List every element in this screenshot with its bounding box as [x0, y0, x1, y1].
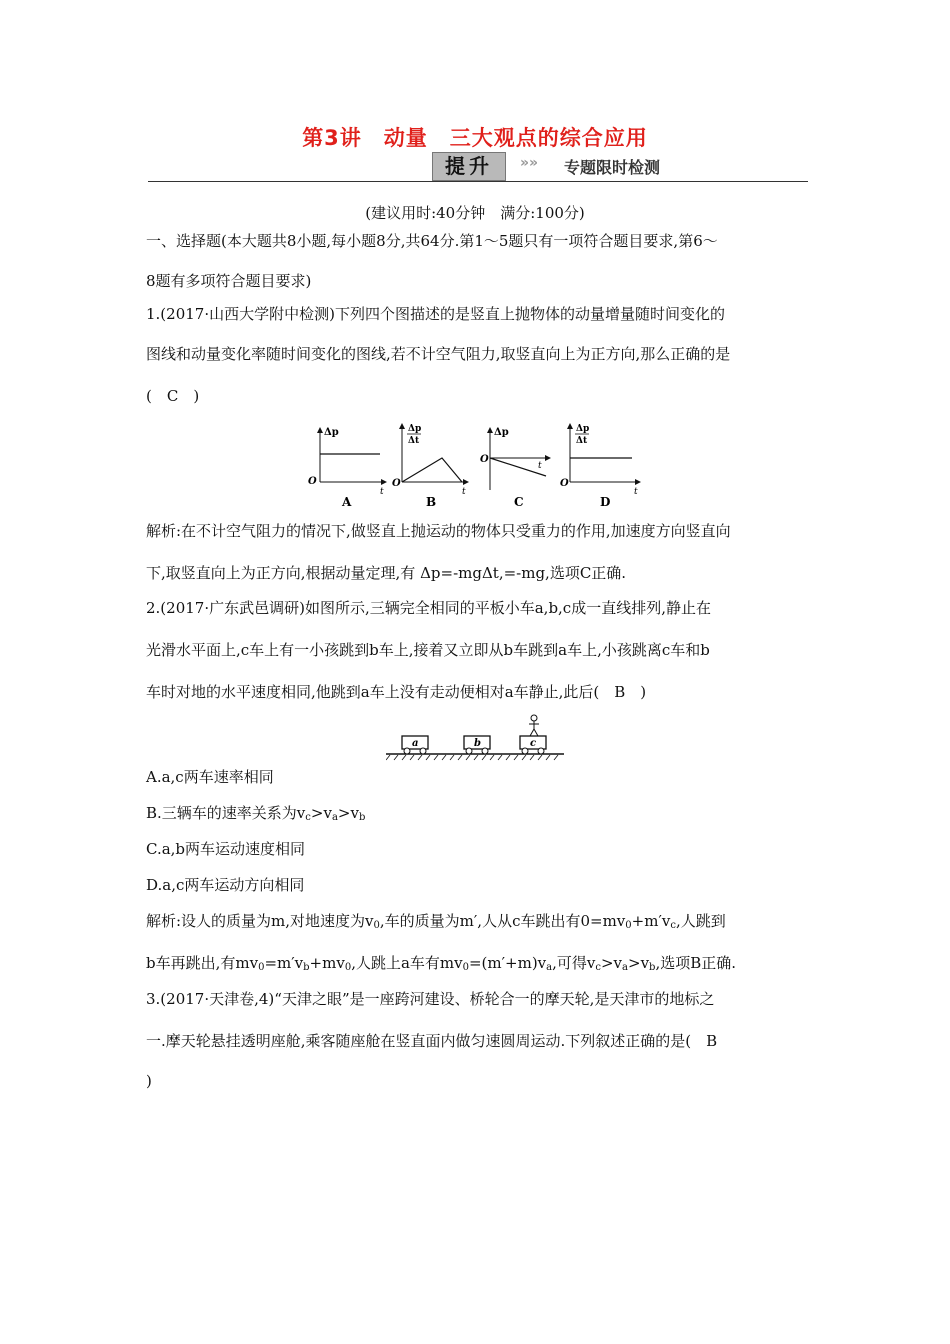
- q3-stem: 3.(2017·天津卷,4)“天津之眼”是一座跨河建设、桥轮合一的摩天轮,是天津市的地标之: [146, 990, 715, 1008]
- axis-label: t: [462, 487, 466, 497]
- axis-label: Δp: [324, 427, 339, 438]
- banner-divider: [148, 181, 808, 182]
- origin-label: O: [560, 478, 569, 489]
- axis-label: t: [538, 461, 542, 471]
- q1-stem: 1.(2017·山西大学附中检测)下列四个图描述的是竖直上抛物体的动量增量随时间变化的: [146, 305, 725, 323]
- banner-subtitle: 专题限时检测: [564, 158, 661, 177]
- origin-label: O: [308, 476, 317, 487]
- q2-stem-cont: 车时对地的水平速度相同,他跳到a车上没有走动便相对a车静止,此后( B ): [146, 683, 647, 701]
- origin-label: O: [480, 454, 489, 465]
- q2-stem: 2.(2017·广东武邑调研)如图所示,三辆完全相同的平板小车a,b,c成一直线排列,静止在: [146, 599, 711, 617]
- q1-solution-cont: 下,取竖直向上为正方向,根据动量定理,有 Δp=-mgΔt,=-mg,选项C正确.: [146, 564, 627, 582]
- child-figure: [529, 715, 539, 736]
- graph-a: [308, 427, 386, 509]
- q1-solution: 解析:在不计空气阻力的情况下,做竖直上抛运动的物体只受重力的作用,加速度方向竖直向: [146, 522, 731, 540]
- axis-label: Δt: [576, 436, 588, 446]
- q2-stem-cont: 光滑水平面上,c车上有一小孩跳到b车上,接着又立即从b车跳到a车上,小孩跳离c车和b: [146, 641, 710, 659]
- axis-label: Δp: [576, 424, 590, 434]
- q1-figure: [298, 418, 648, 513]
- q2-cart-figure: [386, 712, 566, 762]
- option-label: C: [514, 495, 524, 509]
- axis-label: t: [634, 487, 638, 497]
- axis-label: Δp: [494, 427, 509, 438]
- q2-solution: 解析:设人的质量为m,对地速度为$v_0$,车的质量为m′,人从c车跳出有$0=mv_0+m'v_c$,人跳到: [146, 912, 726, 931]
- option-label: A: [342, 495, 352, 509]
- axis-label: Δt: [408, 436, 420, 446]
- q2-option-a: A.a,c两车速率相同: [146, 768, 274, 786]
- q3-stem-cont: ): [146, 1072, 152, 1090]
- q3-stem-cont: 一.摩天轮悬挂透明座舱,乘客随座舱在竖直面内做匀速圆周运动.下列叙述正确的是( B: [146, 1032, 718, 1050]
- banner-badge: 提升: [432, 152, 506, 181]
- cart-label: c: [530, 738, 537, 749]
- origin-label: O: [392, 478, 401, 489]
- q2-solution-cont: b车再跳出,有$mv_0=m'v_b+mv_0$,人跳上a车有$mv_0=(m'+m)v_a$,可得$v_c>v_a>v_b$,选项B正确.: [146, 954, 737, 973]
- q2-option-d: D.a,c两车运动方向相同: [146, 876, 305, 894]
- q2-option-c: C.a,b两车运动速度相同: [146, 840, 306, 858]
- time-note: (建议用时:40分钟 满分:100分): [365, 204, 585, 222]
- page-title: 第3讲 动量 三大观点的综合应用: [302, 126, 648, 150]
- q1-stem-cont: 图线和动量变化率随时间变化的图线,若不计空气阻力,取竖直向上为正方向,那么正确的是: [146, 345, 731, 363]
- graph-c: [480, 427, 550, 509]
- section-heading-cont: 8题有多项符合题目要求): [146, 272, 312, 290]
- graph-b: [392, 424, 468, 509]
- cart-b: [464, 736, 490, 754]
- graph-d: [560, 424, 640, 509]
- cart-label: b: [474, 738, 481, 749]
- section-heading: 一、选择题(本大题共8小题,每小题8分,共64分.第1～5题只有一项符合题目要求,第6～: [146, 232, 718, 250]
- option-label: B: [426, 495, 437, 509]
- axis-label: Δp: [408, 424, 422, 434]
- cart-a: [402, 736, 428, 754]
- cart-label: a: [412, 738, 419, 749]
- axis-label: t: [380, 487, 384, 497]
- cart-c: [520, 715, 546, 754]
- q2-option-b: B.三辆车的速率关系为$v_c>v_a>v_b$: [146, 804, 366, 823]
- q1-answer: ( C ): [146, 387, 200, 405]
- chevron-right-icon: »»: [520, 155, 539, 171]
- option-label: D: [600, 495, 611, 509]
